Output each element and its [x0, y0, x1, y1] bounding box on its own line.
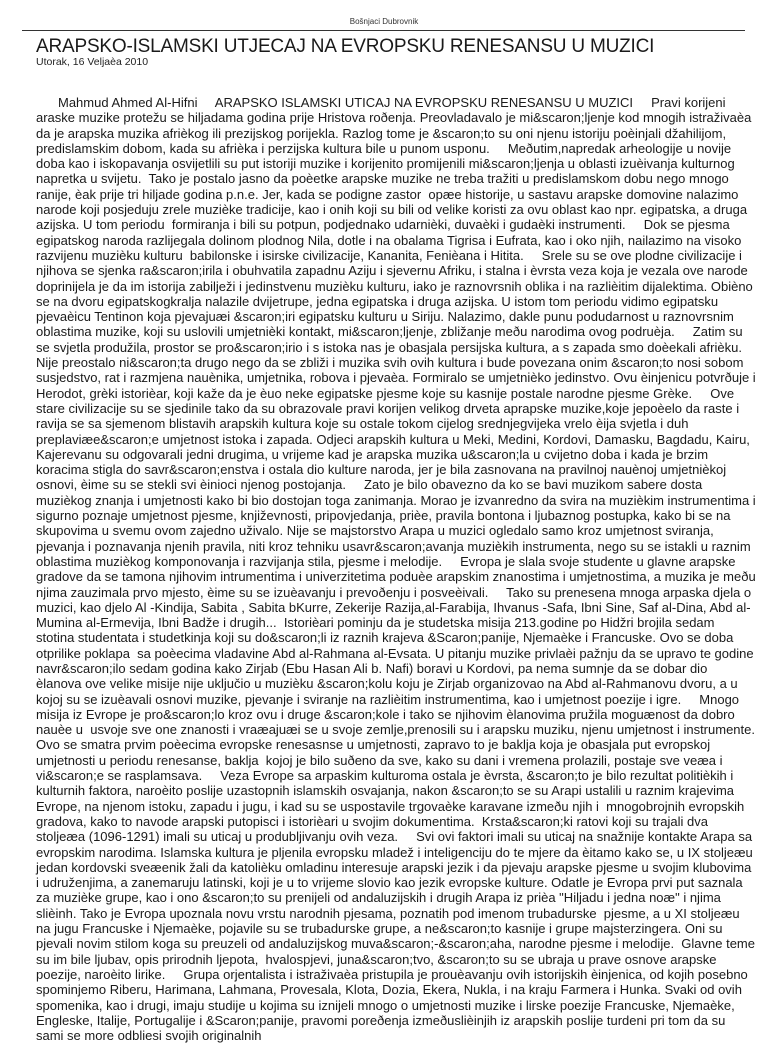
site-header[interactable]: Bošnjaci Dubrovnik: [349, 17, 419, 26]
article-body: [36, 95, 761, 1043]
article-date: Utorak, 16 Veljaèa 2010: [36, 56, 149, 68]
header-divider: [22, 30, 745, 31]
article-title[interactable]: ARAPSKO-ISLAMSKI UTJECAJ NA EVROPSKU RENESANSU U MUZICI: [36, 36, 655, 57]
article-text: Mahmud Ahmed Al-Hifni ARAPSKO ISLAMSKI UTICAJ NA EVROPSKU RENESANSU U MUZICI Pravi korijeni araske muzike protežu se hiljadama godina prije Hristova roðenja. Preovladavalo je mi&scaron;ljenje kod mnogih istraživaèa da je arapska muzika afrièkog ili prezijskog porijekla. Razlog tome je &scaron;to su oni njenu istoriju poèinjali džahilijom, predislamskim dobom, kada su afrièka i perzijska kultura bile u punom usponu. Meðutim,napredak arheologije u novije doba kao i iskopavanja osvijetlili su put istoriji muzike i korijenito promijenili mi&scaron;ljenja u oblasti izuèivanja kulturnog napretka u svijetu. Tako je postalo jasno da poèetke arapske muzike ne treba tražiti u predislamskom dobu nego mnogo ranije, èak prije tri hiljade godina p.n.e. Jer, kada se podigne zastor opæe historije, u sastavu arapske domovine nalazimo narode koji posjeduju zrele muzièke tradicije, kao i onih koji su bili od velike koristi za ovu oblast kao npr. egipatska, a druga azijska. U tom periodu formiranja i bili su potpun, podjednako udarnièki, duvaèki i gudaèki instrumenti. Dok se pjesma egipatskog naroda razlijegala dolinom plodnog Nila, dotle i na obalama Tigrisa i Eufrata, kao i oko njih, nailazimo na visoko razvijenu muzièku kulturu babilonske i isirske civilizacije, Kananita, Fenièana i Hitita. Srele su se ove plodne civilizacije i njihova se sjenka ra&scaron;irila i obuhvatila zapadnu Aziju i sjevernu Afriku, i stalna i èvrsta veza koja je vezala ove narode doprinijela je da im istorija zabilježi i jedinstvenu muzièku kulturu, iako je raznovrsnih oblika i na razlièitim dijalektima. Obièno se na dvoru egipatskogkralja nalazile dvijetrupe, jedna egipatska i druga azijska. U istom tom periodu vidimo egipatsku pjevaèicu Tentinon koja pjevajuæi &scaron;iri egipatsku kulturu u Siriju. Nalazimo, dakle punu podudarnost u raznovrsnim oblastima muzike, koji su uslovili umjetnièki kontakt, mi&scaron;ljenje, zbližanje meðu narodima ovog podruèja. Zatim su se svjetla produžila, prostor se pro&scaron;irio i s istoka nas je obasjala persijska kultura, a s zapada smo doèekali afrièku. Nije preostalo ni&scaron;ta drugo nego da se zbliži i muzika svih ovih kultura i bude povezana onim &scaron;to nosi sobom susjedstvo, rat i razmjena nauènika, umjetnika, robova i pjevaèa. Formiralo se umjetnièko jedinstvo. Ovu èinjenicu potvrðuje i Herodot, grèki istorièar, koji kaže da je èuo neke egipatske pjesme koje su kasnije postale narodne pjesme Grèke. Ove stare civilizacije su se sjedinile tako da su obrazovale pravi korijen velikog drveta aprapske muzike,koje jepoèelo da raste i ravija se sa sjemenom blistavih arapskih kultura koje su ostale tokom cijelog srednjegvijeka vrelo èija svjetla i duh preplaviæe&scaron;e umjetnost istoka i zapada. Odjeci arapskih kultura u Meki, Medini, Kordovi, Damasku, Bagdadu, Kairu, Kajerevanu su odgovarali jedni drugima, u vrijeme kad je arapska muzika u&scaron;la u cvijetno doba i kada je brzim koracima stigla do savr&scaron;enstva i ostala dio kulture naroda, jer je bila zasnovana na pravilnoj nauènoj umjetnièkoj osnovi, èime su se stekli svi èinioci njenog postojanja. Zato je bilo obavezno da ko se bavi muzikom sabere dosta muzièkog znanja i umjetnosti kako bi bio dostojan toga zanimanja. Morao je izvanredno da svira na muzièkim instrumentima i sigurno poznaje umjetnost pjesme, književnosti, pripovjedanja, prièe, pravila bontona i ljubaznog postupka, kako bi se na skupovima u svemu ovom zajedno uživalo. Nije se majstorstvo Arapa u muzici ogledalo samo kroz umjetnost sviranja, pjevanja i poznavanja njenih pravila, niti kroz tehniku usavr&scaron;avanja muzièkih instrumenta, nego su se istakli u raznim oblastima muzièkog komponovanja i razvijanja stila, pjesme i melodije. Evropa je slala svoje studente u glavne arapske gradove da se tamona njihovim intrumentima i univerzitetima poduèe arapskim znanostima i umjetnostima, a muzika je meðu njima zauzimala prvo mjesto, èime su se izuèavanju i prevoðenju i posveèivali. Tako su prenesena mnoga arpaska djela o muzici, kao djelo Al -Kindija, Sabita , Sabita bKurre, Zekerije Razija,al-Farabija, Ihvanus -Safa, Ibni Sine, Saf al-Dina, Abd al-Mumina al-Ermevija, Ibni Badže i drugih... Istorièari pominju da je studetska misija 213.godine po Hidžri brojila sedam stotina studentata i studetkinja koji su do&scaron;li iz raznih krajeva &Scaron;panije, Njemaèke i Francuske. Ovo se doba otprilike poklapa sa poèecima vladavine Abd al-Rahmana al-Evsata. U pitanju muzike privlaèi pažnju da se upravo te godine navr&scaron;ilo sedam godina kako Zirjab (Ebu Hasan Ali b. Nafi) boravi u Kordovi, pa nema sumnje da se dobar dio èlanova ove velike misije nije uključio u muzièku &scaron;kolu koju je Zirjab organizovao na Abd al-Rahmanovu dvoru, a u kojoj su se izuèavali osnovi muzike, pjevanje i sviranje na razlièitim instrumentima, kao i umjetnost poezije i igre. Mnogo misija iz Evrope je pro&scaron;lo kroz ovu i druge &scaron;kole i tako se njihovim èlanovima pružila moguænost da dobro nauèe u usvoje sve one znanosti i vraæajuæi se u svoje zemlje,prenosili su i arapsku muziku, njenu umjetnost i instrumente. Ovo se smatra prvim poèecima evropske renesasnse u umjetnosti, zapravo to je baklja koja je obasjala put evropskoj umjetnosti u periodu renesanse, baklja kojoj je bilo suðeno da sve, kako su dani i vremena prolazili, postaje sve veæa i vi&scaron;e se rasplamsava. Veza Evrope sa arpaskim kulturoma ostala je èvrsta, &scaron;to je bilo rezultat politièkih i kulturnih faktora, naroèito poslije uzastopnih islamskih osvajanja, nakon &scaron;to se su Arapi ustalili u raznim krajevima Evrope, na njenom istoku, zapadu i jugu, i kad su se uspostavile trgovaèke karavane izmeðu njih i mnogobrojnih evropskih gradova, kako to navode arapski putopisci i istorièari u svojim dokumentima. Krsta&scaron;ki ratovi koji su trajali dva stoljeæa (1096-1291) imali su uticaj u produbljivanju ovih veza. Svi ovi faktori imali su uticaj na snažnije kontakte Arapa sa evropskim narodima. Islamska kultura je pljenila evropsku mladež i inteligenciju do te mjere da èitamo kako se, u IX stoljeæu jedan kordovski sveæenik žali da katolièku omladinu interesuje arapski jezik i da pjevaju arapske pjesme u svojim klubovima i udruženjima, a zanemaruju latinski, koji je u to vrijeme slovio kao jezik evropske kulture. Odatle je Evropa prvi put saznala za muzièke grupe, kao i ono &scaron;to su prenijeli od andaluzijskih i drugih Arapa iz prièa "Hiljadu i jedna noæ" i njima slièinh. Tako je Evropa upoznala novu vrstu narodnih pjesama, poznatih pod imenom trubadurske pjesme, a u XI stoljeæu na jugu Francuske i Njemaèke, pojavile su se trubadurske grupe, a ne&scaron;to kasnije i grupe majsterzingera. Oni su pjevali novim stilom koga su preuzeli od andaluzijskog muva&scaron;-&scaron;aha, narodne pjesme i melodije. Glavne teme su im bile ljubav, opis prirodnih ljepota, hvalospjevi, juna&scaron;tvo, &scaron;to su se ubraja u prave osnove arapske poezije, naroèito lirike. Grupa orjentalista i istraživaèa pristupila je prouèavanju ovih istorijskih èinjenica, od kojih posebno spominjemo Riberu, Harimana, Lahmana, Provesala, Klota, Dozia, Ekera, Nukla, i na kraju Farmera i Hunka. Svaki od ovih spomenika, kao i drugi, imaju studije u kojima su iznijeli mnogo o umjetnosti muzike i lirske poezije Francuske, Njemaèke, Engleske, Italije, Portugalije i &Scaron;panije, pravomi poreðenja izmeðuslièinjih iz arapskih poslije turdeni pri tom da su sami se more odbliesi svojih originalnih: [36, 95, 761, 1043]
